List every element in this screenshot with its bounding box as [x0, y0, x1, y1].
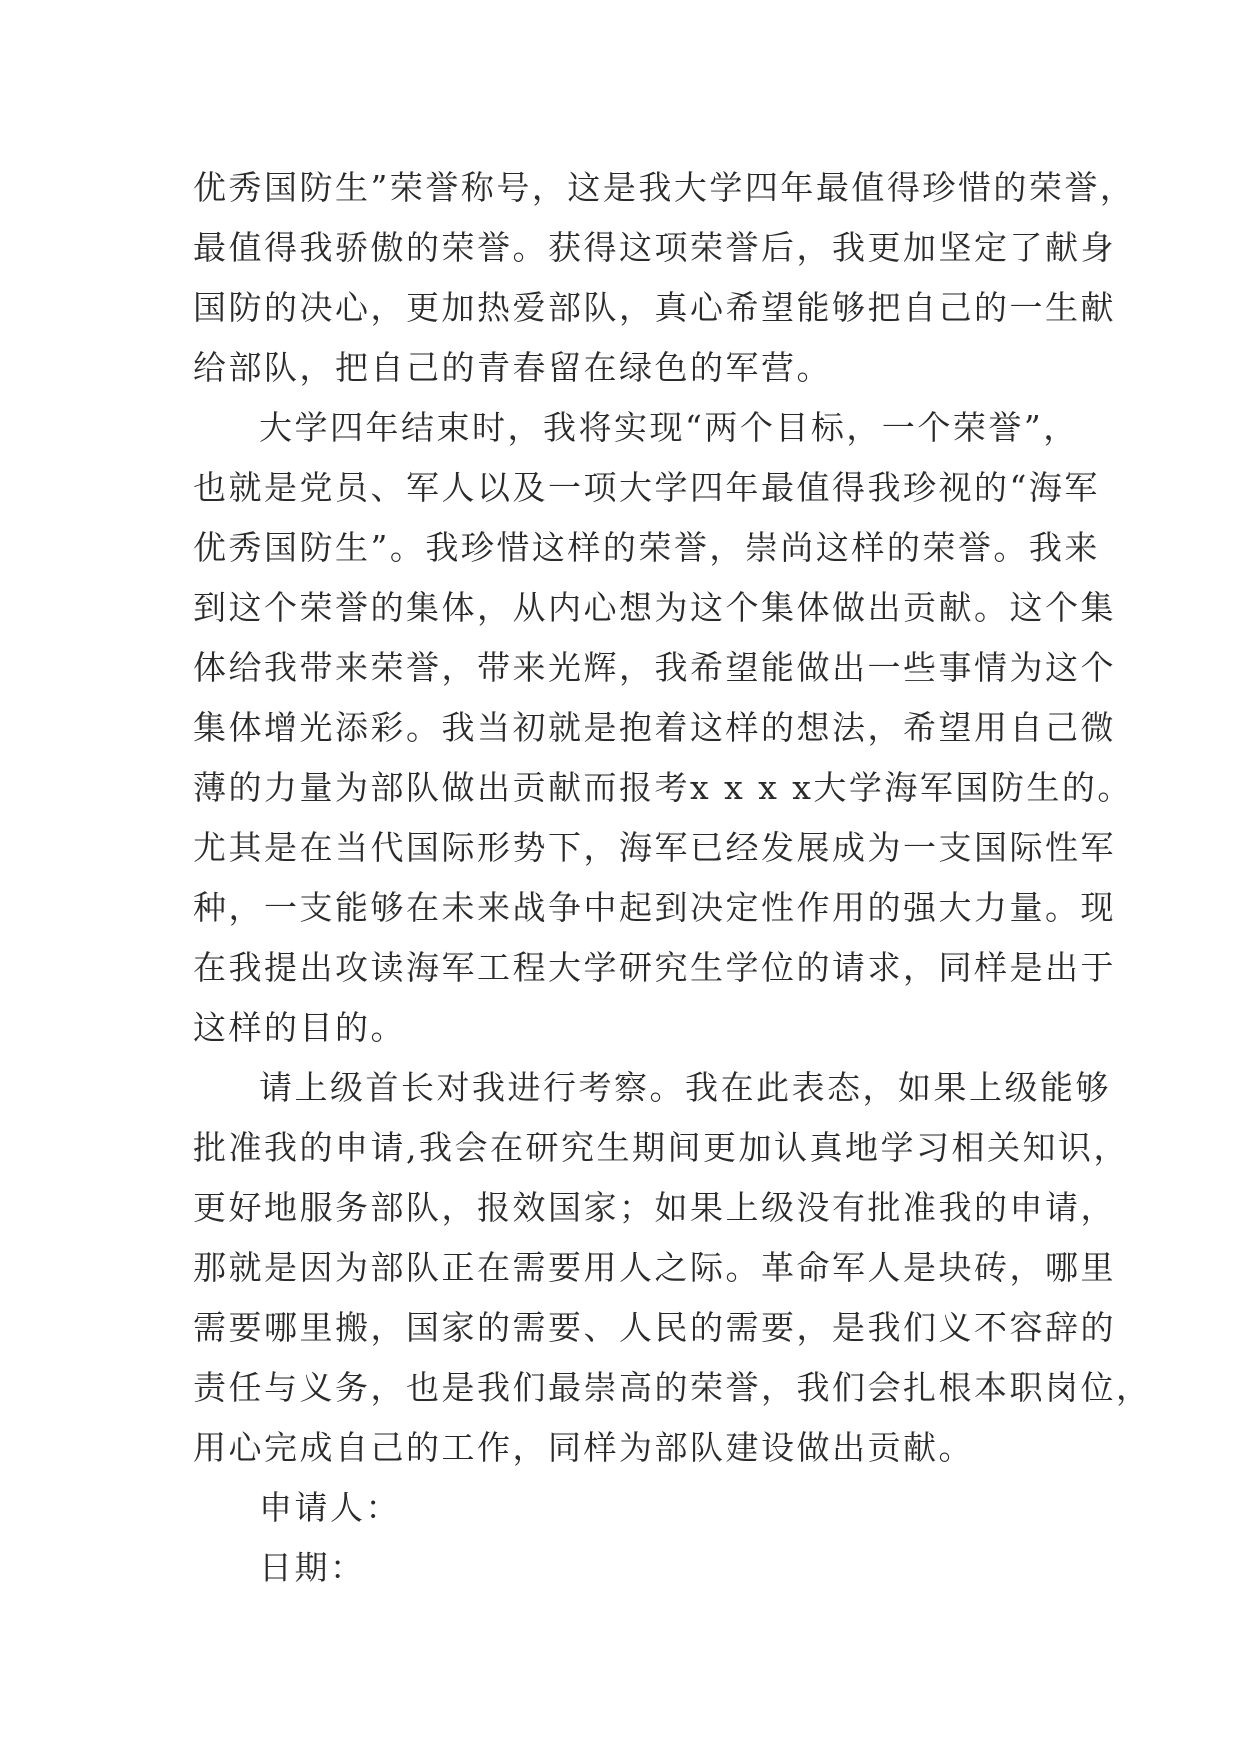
applicant-label: 申请人： [259, 1488, 401, 1527]
paragraph-2-line-6: 集体增光添彩。我当初就是抱着这样的想法，希望用自己微 [193, 708, 1116, 747]
paragraph-3-line-4: 那就是因为部队正在需要用人之际。革命军人是块砖，哪里 [193, 1248, 1116, 1287]
paragraph-2-line-11: 这样的目的。 [193, 1008, 406, 1047]
document-body [193, 158, 1152, 1598]
paragraph-1-line-2: 最值得我骄傲的荣誉。获得这项荣誉后，我更加坚定了献身 [193, 228, 1116, 267]
paragraph-2-line-7: 薄的力量为部队做出贡献而报考x x x x大学海军国防生的。 [193, 768, 1133, 807]
paragraph-2-line-10: 在我提出攻读海军工程大学研究生学位的请求，同样是出于 [193, 948, 1116, 987]
date-label: 日期： [259, 1548, 366, 1587]
paragraph-3-line-1: 请上级首长对我进行考察。我在此表态，如果上级能够 [259, 1068, 1111, 1107]
paragraph-2-line-8: 尤其是在当代国际形势下，海军已经发展成为一支国际性军 [193, 828, 1116, 867]
paragraph-1-line-1: 优秀国防生”荣誉称号，这是我大学四年最值得珍惜的荣誉， [193, 168, 1136, 207]
paragraph-3-line-2: 批准我的申请,我会在研究生期间更加认真地学习相关知识， [193, 1128, 1129, 1167]
paragraph-3-line-5: 需要哪里搬，国家的需要、人民的需要，是我们义不容辞的 [193, 1308, 1116, 1347]
paragraph-2-line-1: 大学四年结束时，我将实现“两个目标，一个荣誉”， [259, 408, 1079, 447]
paragraph-2-line-3: 优秀国防生”。我珍惜这样的荣誉，崇尚这样的荣誉。我来 [193, 528, 1100, 567]
paragraph-1-line-3: 国防的决心，更加热爱部队，真心希望能够把自己的一生献 [193, 288, 1116, 327]
paragraph-3-line-7: 用心完成自己的工作，同样为部队建设做出贡献。 [193, 1428, 974, 1467]
paragraph-2-line-2: 也就是党员、军人以及一项大学四年最值得我珍视的“海军 [193, 468, 1100, 507]
paragraph-2-line-9: 种，一支能够在未来战争中起到决定性作用的强大力量。现 [193, 888, 1116, 927]
paragraph-3-line-3: 更好地服务部队，报效国家；如果上级没有批准我的申请， [193, 1188, 1116, 1227]
paragraph-2-line-4: 到这个荣誉的集体，从内心想为这个集体做出贡献。这个集 [193, 588, 1116, 627]
paragraph-3-line-6: 责任与义务，也是我们最崇高的荣誉，我们会扎根本职岗位， [193, 1368, 1152, 1407]
paragraph-2-line-5: 体给我带来荣誉，带来光辉，我希望能做出一些事情为这个 [193, 648, 1116, 687]
paragraph-1-line-4: 给部队，把自己的青春留在绿色的军营。 [193, 348, 832, 387]
